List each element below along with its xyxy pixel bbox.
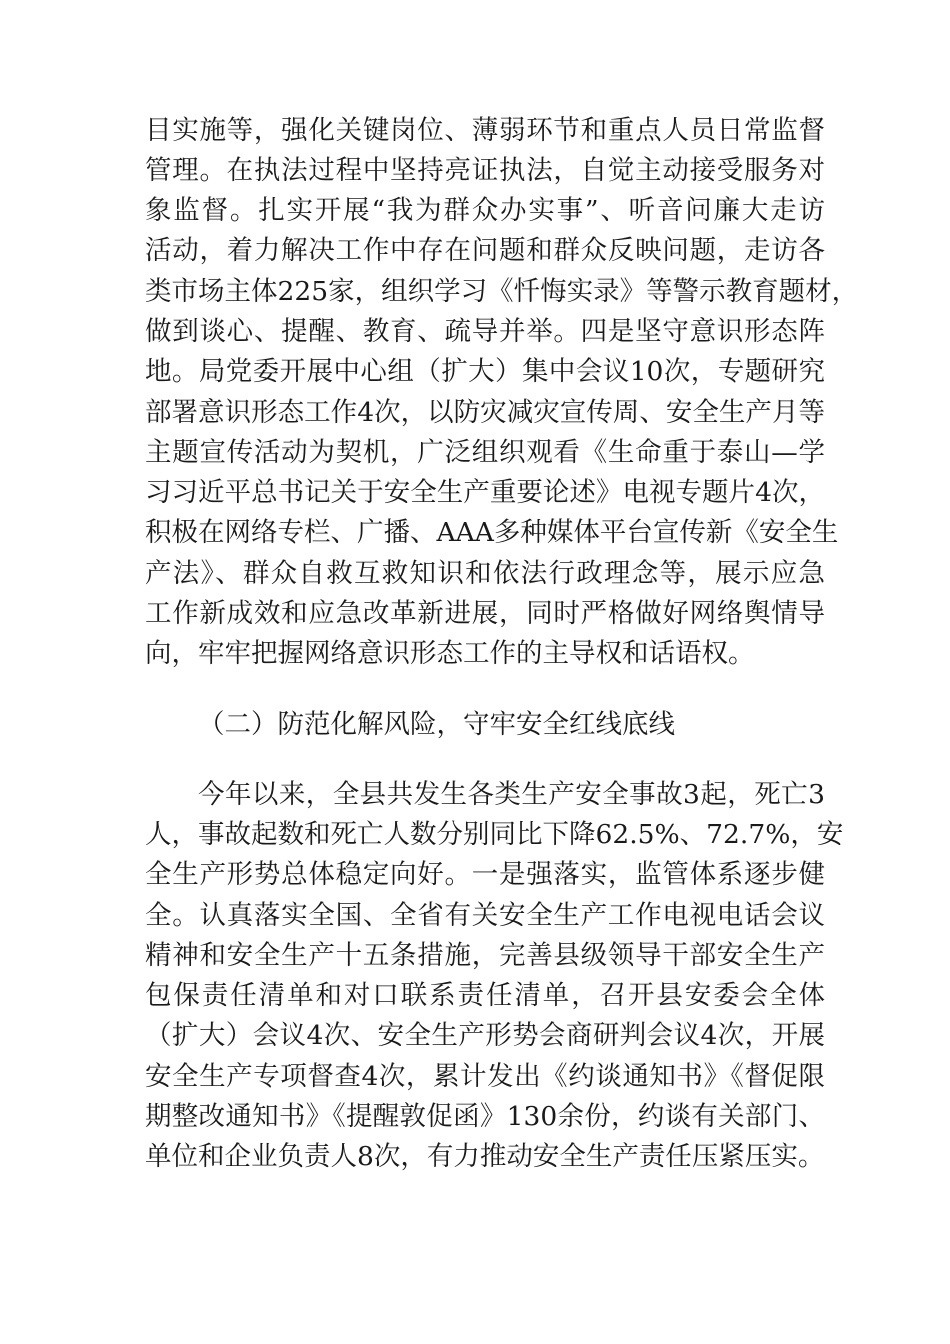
body-text-line: 精神和安全生产十五条措施，完善县级领导干部安全生产 [145,940,825,971]
body-text-line: 积极在网络专栏、广播、AAA多种媒体平台宣传新《安全生 [145,517,839,548]
body-text-line: 包保责任清单和对口联系责任清单，召开县安委会全体 [145,980,825,1011]
body-text-line: 主题宣传活动为契机，广泛组织观看《生命重于泰山—学 [145,437,825,468]
body-text-line: 地。局党委开展中心组（扩大）集中会议10次，专题研究 [145,356,825,387]
body-text-line: 管理。在执法过程中坚持亮证执法，自觉主动接受服务对 [145,155,825,186]
body-text-line: 期整改通知书》《提醒敦促函》130余份，约谈有关部门、 [145,1101,825,1132]
body-text-line: 今年以来，全县共发生各类生产安全事故3起，死亡3 [198,779,825,810]
section-heading: （二）防范化解风险，守牢安全红线底线 [198,709,675,740]
body-text-line: 目实施等，强化关键岗位、薄弱环节和重点人员日常监督 [145,115,825,146]
body-text-line: 向，牢牢把握网络意识形态工作的主导权和话语权。 [145,638,755,669]
body-text-line: 做到谈心、提醒、教育、疏导并举。四是坚守意识形态阵 [145,316,825,347]
body-text-line: 类市场主体225家，组织学习《忏悔实录》等警示教育题材， [145,276,859,307]
body-text-line: 全生产形势总体稳定向好。一是强落实，监管体系逐步健 [145,859,825,890]
body-text-line: （扩大）会议4次、安全生产形势会商研判会议4次，开展 [145,1020,825,1051]
body-text-line: 全。认真落实全国、全省有关安全生产工作电视电话会议 [145,900,825,931]
body-text-line: 习习近平总书记关于安全生产重要论述》电视专题片4次， [145,477,825,508]
body-text-line: 单位和企业负责人8次，有力推动安全生产责任压紧压实。 [145,1141,825,1172]
body-text-line: 产法》、群众自救互救知识和依法行政理念等，展示应急 [145,558,825,589]
body-text-line: 人，事故起数和死亡人数分别同比下降62.5%、72.7%，安 [145,819,844,850]
body-text-line: 活动，着力解决工作中存在问题和群众反映问题，走访各 [145,235,825,266]
body-text-line: 部署意识形态工作4次，以防灾减灾宣传周、安全生产月等 [145,397,825,428]
body-text-line: 安全生产专项督查4次，累计发出《约谈通知书》《督促限 [145,1061,825,1092]
body-text-line: 象监督。扎实开展“我为群众办实事”、听音问廉大走访 [145,195,825,226]
body-text-line: 工作新成效和应急改革新进展，同时严格做好网络舆情导 [145,598,825,629]
